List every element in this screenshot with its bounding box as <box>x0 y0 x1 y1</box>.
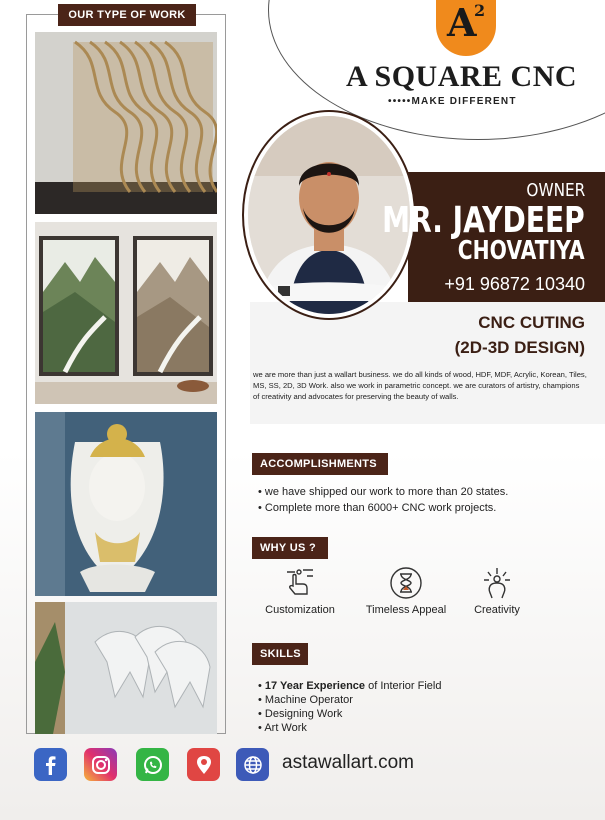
list-item: • Complete more than 6000+ CNC work projects. <box>258 500 508 516</box>
owner-name-last: CHOVATIYA <box>458 236 585 266</box>
customization-icon <box>283 566 317 600</box>
service-subtitle: (2D-3D DESIGN) <box>454 338 585 357</box>
hourglass-icon <box>389 566 423 600</box>
skills-highlight-rest: of Interior Field <box>365 680 442 692</box>
owner-phone[interactable]: +91 96872 10340 <box>444 274 585 294</box>
why-timeless-appeal <box>360 566 452 616</box>
creativity-icon <box>480 566 514 600</box>
photo-mountain-relief-paintings <box>35 222 217 404</box>
facebook-icon[interactable] <box>34 748 67 781</box>
owner-label: OWNER <box>526 180 585 201</box>
why-us-heading: WHY US ? <box>252 537 328 559</box>
list-item: • we have shipped our work to more than 20 states. <box>258 484 508 500</box>
list-item <box>258 679 441 693</box>
skills-highlight: 17 Year Experience <box>264 680 366 692</box>
brand-tagline: •••••MAKE DIFFERENT <box>388 96 517 107</box>
whatsapp-icon[interactable] <box>136 748 169 781</box>
list-item: • Machine Operator <box>258 693 441 707</box>
why-label: Creativity <box>474 604 520 616</box>
skills-heading: SKILLS <box>252 643 308 665</box>
skills-list <box>258 679 441 735</box>
about-text: we are more than just a wallart business. we do all kinds of wood, HDF, MDF, Acrylic, Korean, Tiles, MS, SS, 2D, 3D Work. also we work in parametric concept. we are curators of artistry, champions of creativity and advocates for preserving the beauty of walls. <box>253 370 587 401</box>
logo-superscript: 2 <box>474 1 486 20</box>
logo-letter: A <box>447 0 477 45</box>
photo-krishna-relief-mural <box>35 412 217 596</box>
why-creativity <box>466 566 528 616</box>
why-label: Customization <box>265 604 335 616</box>
globe-icon[interactable] <box>236 748 269 781</box>
instagram-icon[interactable] <box>84 748 117 781</box>
service-title: CNC CUTING <box>478 313 585 332</box>
website-link[interactable]: astawallart.com <box>282 752 414 773</box>
photo-horses-relief-wall <box>35 602 217 734</box>
work-type-tag: OUR TYPE OF WORK <box>58 4 196 26</box>
accomplishments-list <box>258 484 508 516</box>
why-label: Timeless Appeal <box>365 604 447 616</box>
photo-wave-wood-panel <box>35 32 217 214</box>
list-item: • Designing Work <box>258 707 441 721</box>
map-pin-icon[interactable] <box>187 748 220 781</box>
list-item: • Art Work <box>258 721 441 735</box>
brand-name: A SQUARE CNC <box>346 60 578 93</box>
owner-name-first: MR. JAYDEEP <box>382 200 585 241</box>
why-customization <box>258 566 342 616</box>
accomplishments-heading: ACCOMPLISHMENTS <box>252 453 388 475</box>
